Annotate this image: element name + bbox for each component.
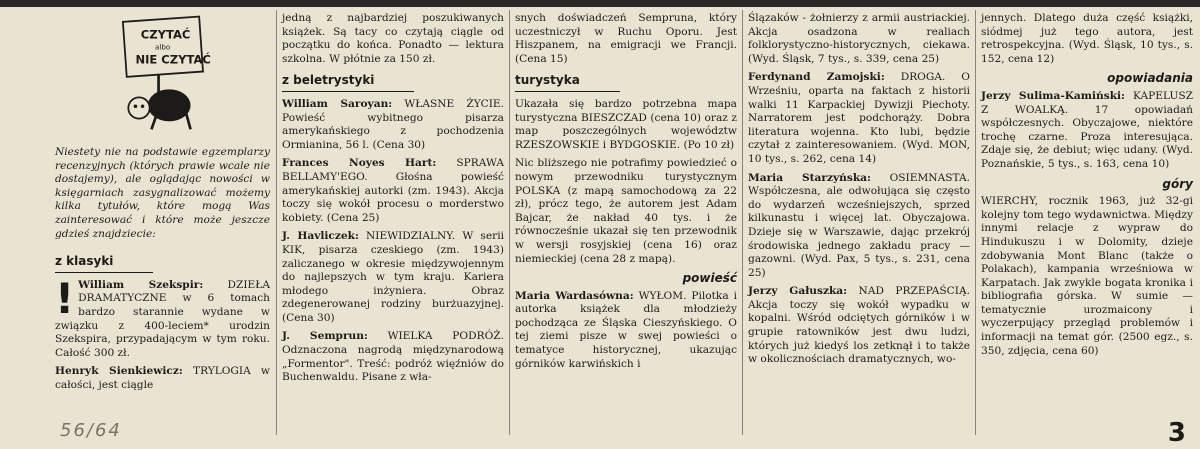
continuation-text: Ślązaków - żołnierzy z armii austriackiej. Akcja osadzona w realiach folklorystyczno-historycznych, ciekawa. (Wyd. Śląsk, 7 tys., s. 339, cena 25) bbox=[748, 12, 970, 65]
page-number: 3 bbox=[1167, 418, 1186, 448]
section-heading-beletrystyki: z beletrystyki bbox=[282, 74, 414, 92]
review-body: WYŁOM. Pilotka i autorka książek dla młodzieży pochodząca ze Śląska Cieszyńskiego. O tej ziemi pisze w swej powieści o tematyce historycznej, ukazując górników karwińskich i bbox=[515, 289, 737, 370]
author-name: William Saroyan: bbox=[282, 97, 393, 110]
continuation-text: jennych. Dlatego duża część książki, siódmej już tego autora, jest retrospekcyjna. (Wyd. Śląsk, 10 tys., s. 152, cena 12) bbox=[981, 12, 1193, 65]
author-name: Maria Starzyńska: bbox=[748, 171, 871, 184]
section-heading-gory: góry bbox=[1162, 176, 1193, 191]
author-name: Jerzy Sulima-Kamiński: bbox=[981, 89, 1125, 102]
column-5 bbox=[981, 12, 1193, 358]
exclamation-icon: ! bbox=[55, 273, 75, 323]
section-heading-powiesc: powieść bbox=[682, 271, 737, 286]
review-body: WŁASNE ŻYCIE. Powieść wybitnego pisarza amerykańskiego z pochodzenia Ormianina, 56 l. (Cena 30) bbox=[282, 97, 504, 151]
author-name: Frances Noyes Hart: bbox=[282, 157, 437, 170]
review-havliczek bbox=[282, 230, 504, 325]
section-heading-klasyki: z klasyki bbox=[55, 255, 153, 273]
column-3 bbox=[515, 12, 737, 371]
review-saroyan bbox=[282, 98, 504, 152]
review-body: NIEWIDZIALNY. W serii KIK, pisarza czeskiego (zm. 1943) zaliczanego w okresie międzywojennym do najlepszych w tym kraju. Kariera młodego inżyniera. Obraz zdegenerowanej rodziny burżuazyjnej. (Cena 30) bbox=[282, 230, 504, 324]
section-heading-opowiadania: opowiadania bbox=[1107, 71, 1193, 86]
top-rule bbox=[0, 0, 1200, 7]
review-zamojski bbox=[748, 71, 970, 166]
review-body: NAD PRZEPAŚCIĄ. Akcja toczy się wokół wypadku w kopalni. Wśród odciętych górników i w grupie ratowników jest dwu ludzi, których już kiedyś los zetknął i to także w okolicznościach dramatycznych, wo- bbox=[748, 285, 970, 366]
continuation-text: jedną z najbardziej poszukiwanych książek. Są tacy co czytają ciągle od początku do końca. Ponadto — lektura szkolna. W płótnie za 150 zł. bbox=[282, 12, 504, 65]
author-name: William Szekspir: bbox=[78, 278, 204, 291]
svg-text:albo: albo bbox=[154, 42, 170, 52]
review-body: OSIEMNASTA. Współczesna, ale odwołująca się często do wydarzeń wcześniejszych, sprzed kilkunastu i więcej lat. Obyczajowa. Dzieje się w Warszawie, dając przekrój środowiska jednego zakładu pracy — gazowni. (Wyd. Pax, 5 tys., s. 231, cena 25) bbox=[748, 171, 970, 279]
column-4 bbox=[748, 12, 970, 367]
svg-text:NIE CZYTAĆ: NIE CZYTAĆ bbox=[134, 52, 211, 67]
intro-text: Niestety nie na podstawie egzemplarzy recenzyjnych (których prawie wcale nie dostajemy), ale oglądając nowości w księgarniach zasygnalizować możemy kilka tytułów, które mogą Was zainteresować i które może jeszcze gdzieś znajdziecie: bbox=[55, 146, 270, 240]
column-2 bbox=[282, 12, 504, 385]
tourism-maps: Ukazała się bardzo potrzebna mapa turystyczna BIESZCZAD (cena 10) oraz z map poszczególnych województw RZESZOWSKIE i BYDGOSKIE. (Po 10 zł) bbox=[515, 97, 737, 151]
reader-illustration bbox=[73, 12, 253, 132]
section-heading-turystyka: turystyka bbox=[515, 74, 620, 92]
column-1 bbox=[55, 12, 270, 393]
review-sulima bbox=[981, 90, 1193, 172]
author-name: J. Havliczek: bbox=[282, 230, 359, 243]
handwritten-note: 56/64 bbox=[60, 420, 122, 441]
review-body: SPRAWA BELLAMY'EGO. Głośna powieść amerykańskiej autorki (zm. 1943). Akcja toczy się wokół procesu o morderstwo kobiety. (Cena 25) bbox=[282, 157, 504, 224]
review-body: DROGA. O Wrześniu, oparta na faktach z historii walki 11 Karpackiej Dywizji Piechoty. Narratorem jest podchorąży. Dobra literatura wojenna. Kto lubi, będzie czytał z zainteresowaniem. (Wyd. MON, 10 tys., s. 262, cena 14) bbox=[748, 71, 970, 165]
review-wardas bbox=[515, 290, 737, 372]
column-divider bbox=[742, 10, 743, 435]
review-galuszka bbox=[748, 285, 970, 367]
review-hart bbox=[282, 157, 504, 225]
column-divider bbox=[276, 10, 277, 435]
review-body: WIELKA PODRÓŻ. Odznaczona nagrodą międzynarodową „Formentor". Treść: podróż więźniów do Buchenwaldu. Pisane z wła- bbox=[282, 330, 504, 384]
review-starzynska bbox=[748, 172, 970, 281]
column-divider bbox=[509, 10, 510, 435]
author-name: Ferdynand Zamojski: bbox=[748, 71, 885, 84]
review-body: TRYLOGIA w całości, jest ciągle bbox=[55, 365, 270, 391]
author-name: Jerzy Gałuszka: bbox=[748, 285, 848, 298]
tourism-guide: Nic bliższego nie potrafimy powiedzieć o nowym przewodniku turystycznym POLSKA (z mapą samochodową za 22 zł), prócz tego, że autorem jest Adam Bajcar, że nakład 40 tys. i że równocześnie ukazał się ten przewodnik w wersji rosyjskiej (cena 16) oraz niemieckiej (cena 28 z mapą). bbox=[515, 157, 737, 265]
review-semprun bbox=[282, 330, 504, 384]
review-sienkiewicz bbox=[55, 365, 270, 392]
author-name: J. Semprun: bbox=[282, 330, 368, 343]
review-szekspir bbox=[55, 273, 270, 361]
author-name: Maria Wardasówna: bbox=[515, 289, 634, 302]
review-body: DZIEŁA DRAMATYCZNE w 6 tomach bardzo starannie wydane w związku z 400-leciem* urodzin Szekspira, przypadającym w tym roku. Całość 300 zł. bbox=[55, 278, 270, 359]
review-wierchy: WIERCHY, rocznik 1963, już 32-gi kolejny tom tego wydawnictwa. Między innymi relacje z wypraw do Hindukuszu i w Dolomity, dzieje zdobywania Mont Blanc (także o Polakach), kampania wrześniowa w Karpatach. Jak zwykle bogata kronika i bibliografia górska. W sumie — tematycznie urozmaicony i wyczerpujący przegląd problemów i informacji na temat gór. (2500 egz., s. 350, zdjęcia, cena 60) bbox=[981, 195, 1193, 357]
svg-text:CZYTAĆ: CZYTAĆ bbox=[140, 27, 190, 42]
review-body: KAPELUSZ Z WOALKĄ. 17 opowiadań współczesnych. Obyczajowe, niektóre trochę czarne. Proza interesująca. Zdaje się, że debiut; więc udany. (Wyd. Poznańskie, 5 tys., s. 163, cena 10) bbox=[981, 89, 1193, 170]
column-divider bbox=[975, 10, 976, 435]
continuation-text: snych doświadczeń Sempruna, który uczestniczył w Ruchu Oporu. Jest Hiszpanem, na emigracji we Francji. (Cena 15) bbox=[515, 12, 737, 65]
author-name: Henryk Sienkiewicz: bbox=[55, 365, 183, 378]
